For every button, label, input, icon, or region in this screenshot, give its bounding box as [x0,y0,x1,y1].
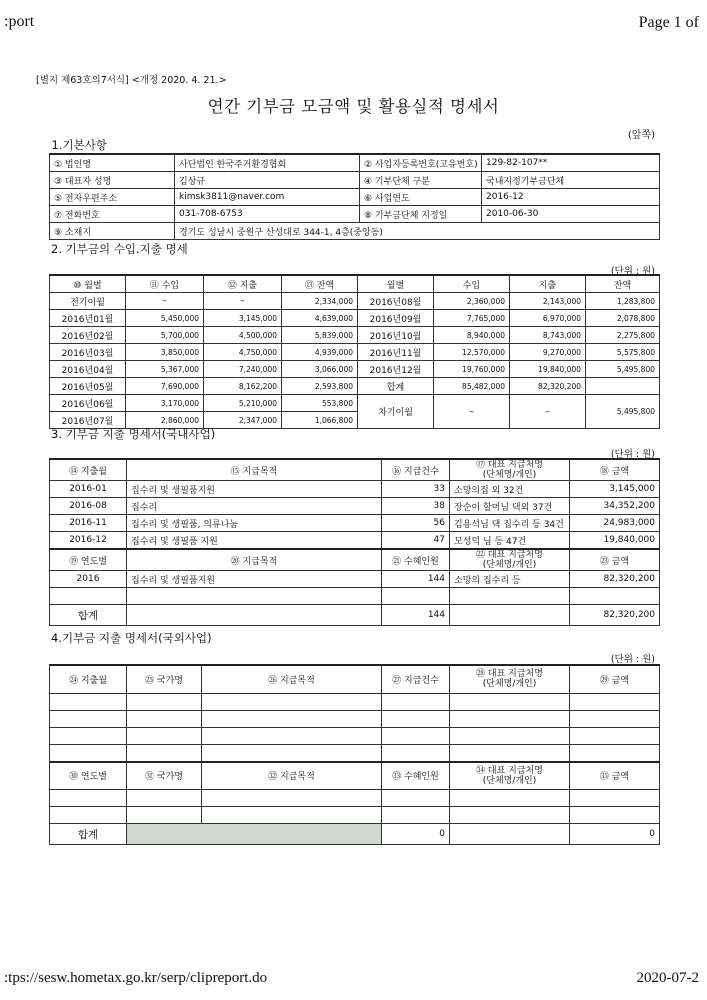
col-amount: ⑱ 금액 [570,459,660,481]
month-cell: 2016년03월 [50,344,126,361]
label-address: ⑨ 소재지 [50,223,175,240]
table-row [50,344,660,361]
expense-cell: 2,143,000 [510,293,586,310]
table-row [50,327,660,344]
expense-cell: 19,840,000 [510,361,586,378]
carry-income: – [434,395,510,429]
document-title: 연간 기부금 모금액 및 활용실적 명세서 [207,97,500,116]
income-cell: 5,367,000 [126,361,204,378]
col-expense: ⑫ 지출 [204,275,282,293]
recipient-cell: 모성덕 님 등 47건 [450,532,570,550]
month-cell: 2016년06월 [50,395,126,412]
empty-row [50,727,660,744]
expense-cell: 6,970,000 [510,310,586,327]
col-balance: ⑬ 잔액 [282,275,358,293]
col-recipient-2-label: ㉒ 대표 지급처명 [476,550,543,560]
phone: 031-708-6753 [175,206,360,223]
amount-cell: 24,983,000 [570,515,660,532]
empty-row [50,710,660,727]
label-corp-name: ① 법인명 [50,154,175,172]
col-count: ㉗ 지급건수 [382,665,450,693]
address: 경기도 성남시 중원구 산성대로 344-1, 4층(중앙동) [175,223,660,240]
income-cell: 7,765,000 [434,310,510,327]
count-cell: 47 [382,532,450,550]
col-amount-2: ㉓ 금액 [570,549,660,571]
total-balance [586,378,660,395]
month-cell: 2016년12월 [358,361,434,378]
table-row [50,395,660,412]
total-row [50,824,660,845]
col-purpose: ⑮ 지급목적 [127,459,382,481]
domestic-expense-table [49,458,660,626]
section-3-title: 3. 기부금 지출 명세서(국내사업) [51,427,216,441]
col-country-2: ㉛ 국가명 [127,762,202,790]
income-cell: 19,760,000 [434,361,510,378]
col-income-2: 수입 [434,275,510,293]
income-cell: 2,360,000 [434,293,510,310]
total-beneficiaries: 144 [382,605,450,626]
business-no: 129-82-107** [482,154,660,172]
purpose-cell: 집수리 [127,498,382,515]
month-cell: 2016년09월 [358,310,434,327]
col-recipient-2-sub: (단체명/개인) [482,560,537,570]
col-recipient-sub: (단체명/개인) [482,679,537,690]
carry-label: 차기이월 [358,395,434,429]
col-recipient-label: ㉘ 대표 지급처명 [476,669,543,680]
org-type: 국내지정기부금단체 [482,172,660,189]
table-row [50,498,660,515]
overseas-title [49,630,659,646]
section-2-unit: (단위 : 원) [610,266,655,277]
total-row [50,605,660,626]
col-month-2: 월별 [358,275,434,293]
income-cell: 5,700,000 [126,327,204,344]
month-cell: 2016년05월 [50,378,126,395]
month-cell: 2016년01월 [50,310,126,327]
income-cell: 2,860,000 [126,412,204,429]
col-recipient [450,459,570,481]
amount-cell: 19,840,000 [570,532,660,550]
expense-cell: 7,240,000 [204,361,282,378]
count-cell: 33 [382,481,450,498]
expense-cell: 9,270,000 [510,344,586,361]
expense-cell: 4,500,000 [204,327,282,344]
col-country: ㉕ 국가명 [127,665,202,693]
balance-cell: 2,275,800 [586,327,660,344]
balance-cell: 5,495,800 [586,361,660,378]
col-recipient-label: ⑰ 대표 지급처명 [476,460,543,470]
overseas-expense-table [49,664,660,845]
table-row [50,293,660,310]
recipient-cell: 장순이 할머님 댁외 37건 [450,498,570,515]
balance-cell: 2,593,800 [282,378,358,395]
balance-cell: 4,939,000 [282,344,358,361]
page-url: :tps://sesw.hometax.go.kr/serp/clipreport.do [4,970,268,986]
col-expense-month: ㉔ 지출월 [50,665,127,693]
income-expense-title [49,241,659,257]
balance-cell: 5,839,000 [282,327,358,344]
table-row [50,532,660,550]
table-row [50,310,660,327]
col-recipient-2 [450,549,570,571]
income-cell: 5,450,000 [126,310,204,327]
front-side-label: (앞쪽) [627,130,655,141]
expense-cell: 5,210,000 [204,395,282,412]
month-cell: 2016년04월 [50,361,126,378]
income-expense-table [49,274,660,429]
page-header-left: :port [4,13,35,30]
amount-cell: 82,320,200 [570,571,660,588]
designation-date: 2010-06-30 [482,206,660,223]
col-income: ⑪ 수입 [126,275,204,293]
label-business-no: ② 사업자등록번호(고유번호) [360,154,482,172]
income-cell: 8,940,000 [434,327,510,344]
total-amount: 82,320,200 [570,605,660,626]
form-number: [별지 제63호의7서식] <개정 2020. 4. 21.> [36,75,227,86]
recipient-cell: 소망의 집수리 등 [450,571,570,588]
amount-cell: 34,352,200 [570,498,660,515]
carry-expense: – [510,395,586,429]
table-row [50,571,660,588]
purpose-cell: 집수리 및 생필품, 의류나눔 [127,515,382,532]
col-count: ⑯ 지급건수 [382,459,450,481]
month-cell: 2016년11월 [358,344,434,361]
month-cell: 2016년07월 [50,412,126,429]
table-row [50,515,660,532]
empty-row [50,807,660,824]
total-label: 합계 [50,605,127,626]
count-cell: 56 [382,515,450,532]
month-cell: 2016년08월 [358,293,434,310]
income-cell: 12,570,000 [434,344,510,361]
income-cell: 3,850,000 [126,344,204,361]
label-org-type: ④ 기부단체 구분 [360,172,482,189]
col-year: ⑲ 연도별 [50,549,127,571]
expense-cell: – [204,293,282,310]
col-purpose-2: ㉜ 지급목적 [202,762,382,790]
expense-cell: 4,750,000 [204,344,282,361]
expense-cell: 8,743,000 [510,327,586,344]
month-cell: 2016-11 [50,515,127,532]
recipient-cell: 소망의집 외 32건 [450,481,570,498]
table-row [50,361,660,378]
month-cell: 2016-08 [50,498,127,515]
basic-info-table [49,137,660,240]
income-cell: 3,170,000 [126,395,204,412]
empty-row [50,790,660,807]
balance-cell: 4,639,000 [282,310,358,327]
total-label: 합계 [358,378,434,395]
total-amount: 0 [570,824,660,845]
expense-cell: 2,347,000 [204,412,282,429]
balance-cell: 5,575,800 [586,344,660,361]
total-expense: 82,320,200 [510,378,586,395]
section-2-title: 2. 기부금의 수입.지출 명세 [51,242,188,256]
purpose-cell: 집수리 및 생필품지원 [127,481,382,498]
month-cell: 전기이월 [50,293,126,310]
beneficiaries-cell: 144 [382,571,450,588]
table-row [50,481,660,498]
col-expense-2: 지출 [510,275,586,293]
col-amount-2: ㉟ 금액 [570,762,660,790]
amount-cell: 3,145,000 [570,481,660,498]
representative: 김상규 [175,172,360,189]
col-recipient-2 [450,762,570,790]
total-income: 85,482,000 [434,378,510,395]
month-cell: 2016년10월 [358,327,434,344]
income-cell: – [126,293,204,310]
table-row [50,378,660,395]
label-phone: ⑦ 전화번호 [50,206,175,223]
recipient-cell: 김용석님 댁 집수리 등 34건 [450,515,570,532]
month-cell: 2016-12 [50,532,127,550]
col-expense-month: ⑭ 지출월 [50,459,127,481]
label-designation-date: ⑧ 기부금단체 지정일 [360,206,482,223]
total-beneficiaries: 0 [382,824,450,845]
income-cell: 7,690,000 [126,378,204,395]
expense-cell: 8,162,200 [204,378,282,395]
empty-row [50,693,660,710]
col-balance-2: 잔액 [586,275,660,293]
empty-row [50,588,660,605]
print-date: 2020-07-2 [636,970,699,986]
label-fiscal-year: ⑥ 사업연도 [360,189,482,206]
total-label: 합계 [50,824,127,845]
col-beneficiaries: ㉝ 수혜인원 [382,762,450,790]
balance-cell: 3,066,000 [282,361,358,378]
expense-cell: 3,145,000 [204,310,282,327]
col-amount: ㉙ 금액 [570,665,660,693]
carry-balance: 5,495,800 [586,395,660,429]
col-recipient [450,665,570,693]
corp-name: 사단법인 한국주거환경협회 [175,154,360,172]
section-4-title: 4.기부금 지출 명세서(국외사업) [51,631,212,645]
label-email: ⑤ 전자우편주소 [50,189,175,206]
balance-cell: 2,334,000 [282,293,358,310]
col-month: ⑩ 월별 [50,275,126,293]
section-1-title: 1.기본사항 [50,137,660,154]
purpose-cell: 집수리 및 생필품지원 [127,571,382,588]
month-cell: 2016년02월 [50,327,126,344]
col-purpose: ㉖ 지급목적 [202,665,382,693]
count-cell: 38 [382,498,450,515]
col-beneficiaries: ㉑ 수혜인원 [382,549,450,571]
col-recipient-2-label: ㉞ 대표 지급처명 [476,765,543,776]
col-purpose-2: ⑳ 지급목적 [127,549,382,571]
label-representative: ③ 대표자 성명 [50,172,175,189]
email: kimsk3811@naver.com [175,189,360,206]
fiscal-year: 2016-12 [482,189,660,206]
page-number: Page 1 of [638,14,699,31]
balance-cell: 553,800 [282,395,358,412]
empty-row [50,744,660,762]
section-3-unit: (단위 : 원) [610,449,655,460]
balance-cell: 2,078,800 [586,310,660,327]
section-4-unit: (단위 : 원) [610,654,655,665]
col-year: ㉚ 연도별 [50,762,127,790]
balance-cell: 1,066,800 [282,412,358,429]
balance-cell: 1,283,800 [586,293,660,310]
col-recipient-2-sub: (단체명/개인) [482,775,537,786]
col-recipient-sub: (단체명/개인) [482,470,537,480]
month-cell: 2016-01 [50,481,127,498]
domestic-title [49,426,659,442]
purpose-cell: 집수리 및 생필품 지원 [127,532,382,550]
year-cell: 2016 [50,571,127,588]
